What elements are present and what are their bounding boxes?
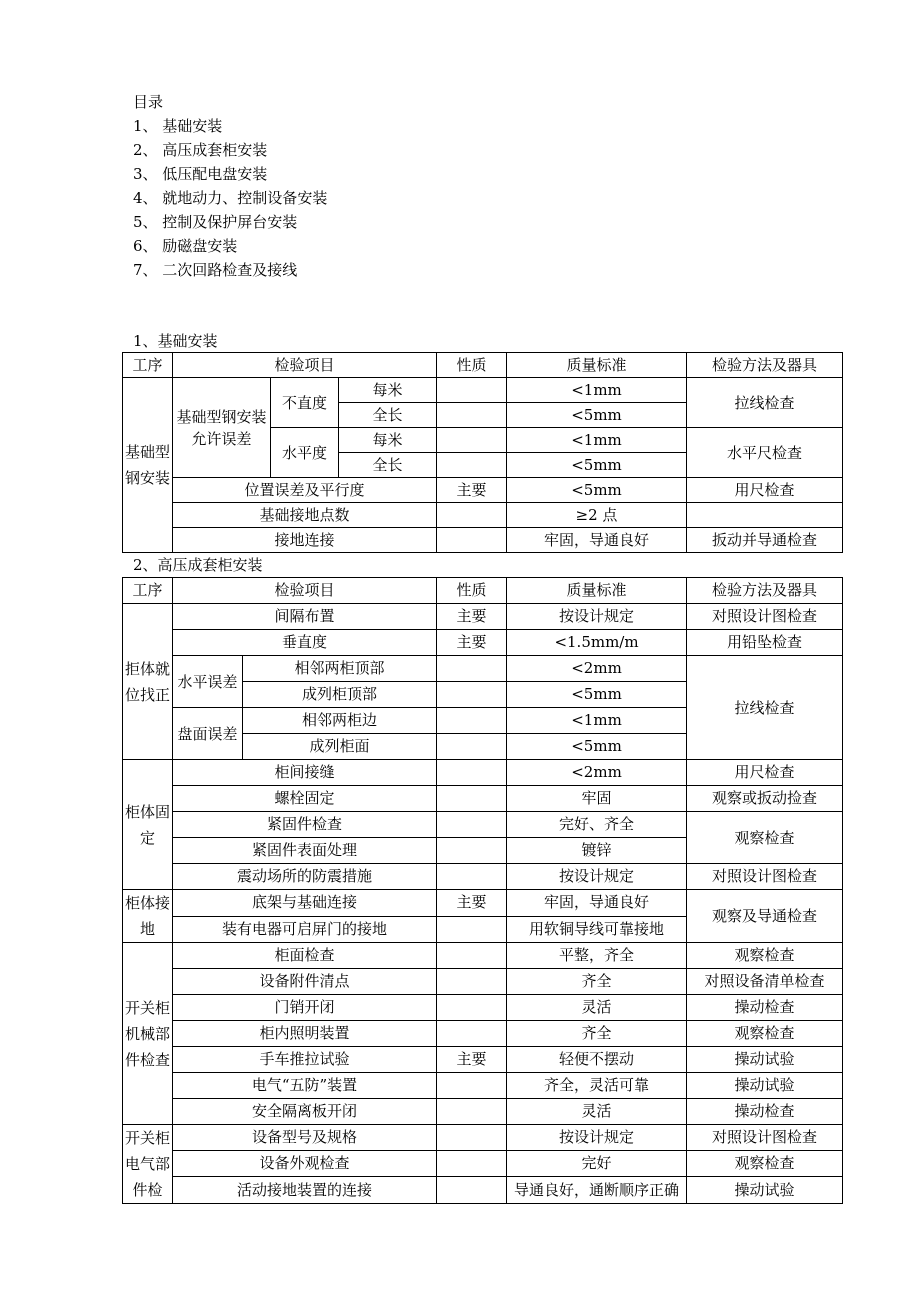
nature-cell (437, 1021, 507, 1047)
method-cell: 操动试验 (687, 1047, 843, 1073)
standard-cell: <5mm (507, 453, 687, 478)
standard-cell: 导通良好，通断顺序正确 (507, 1177, 687, 1204)
nature-cell (437, 1177, 507, 1204)
header-method: 检验方法及器具 (687, 578, 843, 604)
standard-cell: <5mm (507, 403, 687, 428)
header-standard: 质量标准 (507, 353, 687, 378)
method-cell: 对照设计图检查 (687, 864, 843, 890)
standard-cell: 按设计规定 (507, 1125, 687, 1151)
nature-cell: 主要 (437, 478, 507, 503)
item-leaf: 相邻两柜顶部 (243, 656, 437, 682)
method-cell: 操动检查 (687, 1099, 843, 1125)
standard-cell: 齐全，灵活可靠 (507, 1073, 687, 1099)
item-cell: 设备外观检查 (173, 1151, 437, 1177)
standard-cell: 齐全 (507, 969, 687, 995)
item-cell: 安全隔离板开闭 (173, 1099, 437, 1125)
item-cell: 设备附件清点 (173, 969, 437, 995)
method-cell: 拉线检查 (687, 378, 843, 428)
toc-item: 3、 低压配电盘安装 (133, 165, 268, 183)
item-sub: 不直度 (271, 378, 339, 428)
standard-cell: 轻便不摆动 (507, 1047, 687, 1073)
nature-cell (437, 786, 507, 812)
nature-cell (437, 916, 507, 943)
item-sub: 盘面误差 (173, 708, 243, 760)
method-cell: 观察检查 (687, 943, 843, 969)
nature-cell (437, 682, 507, 708)
nature-cell (437, 864, 507, 890)
method-cell: 观察或扳动捡查 (687, 786, 843, 812)
nature-cell (437, 503, 507, 528)
header-item: 检验项目 (173, 578, 437, 604)
standard-cell: <2mm (507, 760, 687, 786)
item-cell: 紧固件表面处理 (173, 838, 437, 864)
item-leaf: 每米 (339, 378, 437, 403)
item-sub: 水平度 (271, 428, 339, 478)
method-cell: 观察检查 (687, 1021, 843, 1047)
item-cell: 手车推拉试验 (173, 1047, 437, 1073)
item-leaf: 成列柜顶部 (243, 682, 437, 708)
item-leaf: 全长 (339, 403, 437, 428)
item-leaf: 成列柜面 (243, 734, 437, 760)
nature-cell (437, 812, 507, 838)
nature-cell (437, 453, 507, 478)
nature-cell: 主要 (437, 890, 507, 917)
method-cell: 观察及导通检查 (687, 890, 843, 943)
standard-cell: <1mm (507, 708, 687, 734)
item-sub: 水平误差 (173, 656, 243, 708)
standard-cell: 按设计规定 (507, 864, 687, 890)
nature-cell (437, 1073, 507, 1099)
standard-cell: 牢固，导通良好 (507, 528, 687, 553)
nature-cell: 主要 (437, 1047, 507, 1073)
nature-cell (437, 428, 507, 453)
standard-cell: <1mm (507, 428, 687, 453)
nature-cell (437, 943, 507, 969)
nature-cell (437, 734, 507, 760)
item-leaf: 全长 (339, 453, 437, 478)
item-cell: 底架与基础连接 (173, 890, 437, 917)
nature-cell (437, 1151, 507, 1177)
standard-cell: 灵活 (507, 1099, 687, 1125)
standard-cell: 用软铜导线可靠接地 (507, 916, 687, 943)
nature-cell (437, 1125, 507, 1151)
standard-cell: ≥2 点 (507, 503, 687, 528)
toc-item: 4、 就地动力、控制设备安装 (133, 189, 328, 207)
item-cell: 基础接地点数 (173, 503, 437, 528)
table-of-contents (133, 90, 327, 282)
item-cell: 柜面检查 (173, 943, 437, 969)
method-cell: 扳动并导通检查 (687, 528, 843, 553)
item-cell: 设备型号及规格 (173, 1125, 437, 1151)
foundation-table (122, 352, 843, 553)
item-cell: 活动接地装置的连接 (173, 1177, 437, 1204)
item-cell: 门销开闭 (173, 995, 437, 1021)
nature-cell (437, 528, 507, 553)
method-cell: 操动试验 (687, 1073, 843, 1099)
header-item: 检验项目 (173, 353, 437, 378)
nature-cell (437, 378, 507, 403)
method-cell: 操动试验 (687, 1177, 843, 1204)
nature-cell (437, 995, 507, 1021)
toc-title: 目录 (133, 93, 164, 111)
toc-item: 7、 二次回路检查及接线 (133, 261, 298, 279)
nature-cell (437, 708, 507, 734)
standard-cell: 牢固，导通良好 (507, 890, 687, 917)
item-cell: 垂直度 (173, 630, 437, 656)
toc-item: 5、 控制及保护屏台安装 (133, 213, 298, 231)
header-proc: 工序 (123, 353, 173, 378)
standard-cell: 平整，齐全 (507, 943, 687, 969)
header-nature: 性质 (437, 578, 507, 604)
standard-cell: 灵活 (507, 995, 687, 1021)
item-cell: 柜内照明装置 (173, 1021, 437, 1047)
method-cell: 用尺检查 (687, 478, 843, 503)
nature-cell (437, 656, 507, 682)
item-leaf: 相邻两柜边 (243, 708, 437, 734)
standard-cell: <5mm (507, 478, 687, 503)
item-cell: 震动场所的防震措施 (173, 864, 437, 890)
proc-cell: 基础型钢安装 (123, 378, 173, 553)
standard-cell: 镀锌 (507, 838, 687, 864)
header-method: 检验方法及器具 (687, 353, 843, 378)
proc-cell: 柜体固定 (123, 760, 173, 890)
standard-cell: 完好、齐全 (507, 812, 687, 838)
item-leaf: 每米 (339, 428, 437, 453)
toc-item: 1、 基础安装 (133, 117, 223, 135)
method-cell: 用铅坠检查 (687, 630, 843, 656)
standard-cell: <2mm (507, 656, 687, 682)
nature-cell (437, 760, 507, 786)
method-cell: 操动检查 (687, 995, 843, 1021)
nature-cell: 主要 (437, 604, 507, 630)
standard-cell: <5mm (507, 734, 687, 760)
standard-cell: 牢固 (507, 786, 687, 812)
method-cell: 对照设计图检查 (687, 1125, 843, 1151)
toc-item: 6、 励磁盘安装 (133, 237, 238, 255)
nature-cell: 主要 (437, 630, 507, 656)
method-cell: 观察检查 (687, 1151, 843, 1177)
method-cell: 观察检查 (687, 812, 843, 864)
header-proc: 工序 (123, 578, 173, 604)
proc-cell: 开关柜机械部件检查 (123, 943, 173, 1125)
proc-cell: 开关柜电气部件检 (123, 1125, 173, 1204)
standard-cell: <5mm (507, 682, 687, 708)
header-nature: 性质 (437, 353, 507, 378)
method-cell: 水平尺检查 (687, 428, 843, 478)
method-cell: 对照设计图检查 (687, 604, 843, 630)
nature-cell (437, 838, 507, 864)
item-cell: 柜间接缝 (173, 760, 437, 786)
item-cell: 接地连接 (173, 528, 437, 553)
switchgear-table (122, 577, 843, 1204)
item-cell: 装有电器可启屏门的接地 (173, 916, 437, 943)
section-2-title: 2、高压成套柜安装 (133, 556, 263, 574)
header-standard: 质量标准 (507, 578, 687, 604)
section-1-title: 1、基础安装 (133, 332, 218, 350)
item-group: 基础型钢安装允许误差 (173, 378, 271, 478)
method-cell (687, 503, 843, 528)
method-cell: 用尺检查 (687, 760, 843, 786)
nature-cell (437, 1099, 507, 1125)
item-cell: 螺栓固定 (173, 786, 437, 812)
proc-cell: 柜体接地 (123, 890, 173, 943)
item-cell: 紧固件检查 (173, 812, 437, 838)
item-cell: 电气“五防”装置 (173, 1073, 437, 1099)
toc-item: 2、 高压成套柜安装 (133, 141, 268, 159)
standard-cell: 按设计规定 (507, 604, 687, 630)
proc-cell: 拒体就位找正 (123, 604, 173, 760)
standard-cell: <1mm (507, 378, 687, 403)
item-cell: 位置误差及平行度 (173, 478, 437, 503)
standard-cell: <1.5mm/m (507, 630, 687, 656)
nature-cell (437, 969, 507, 995)
standard-cell: 完好 (507, 1151, 687, 1177)
nature-cell (437, 403, 507, 428)
item-cell: 间隔布置 (173, 604, 437, 630)
standard-cell: 齐全 (507, 1021, 687, 1047)
method-cell: 拉线检查 (687, 656, 843, 760)
method-cell: 对照设备清单检查 (687, 969, 843, 995)
